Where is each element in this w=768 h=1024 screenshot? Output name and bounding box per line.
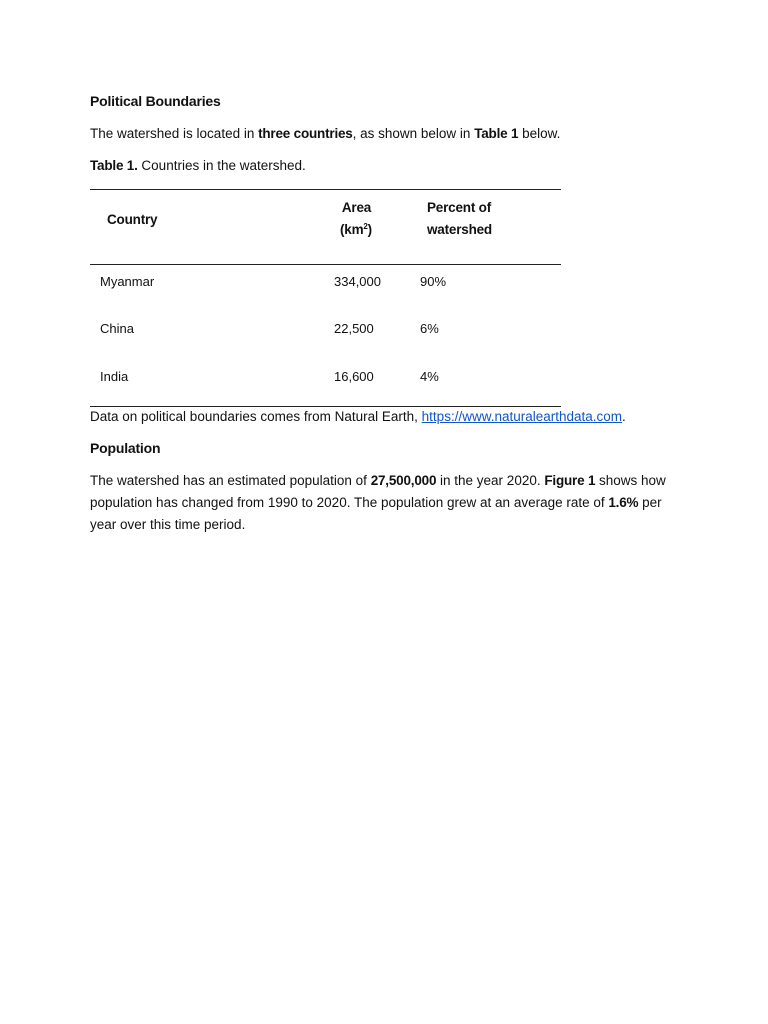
cell-area: 22,500 [334, 321, 374, 336]
source-text: Data on political boundaries comes from Natural Earth, [90, 409, 422, 424]
table-caption-text: Countries in the watershed. [137, 158, 306, 173]
pop-text-2: in the year 2020. [436, 473, 545, 488]
percent-header-line1: Percent of [427, 200, 492, 215]
table-caption [90, 155, 306, 177]
percent-header-line2: watershed [427, 222, 492, 237]
cell-country: China [100, 321, 134, 336]
intro-text-3: below. [518, 126, 561, 141]
cell-percent: 6% [420, 321, 439, 336]
area-header-line2 [340, 219, 372, 241]
pop-text-1: The watershed has an estimated population of [90, 473, 371, 488]
pop-text-4: per year over this time period. [90, 495, 662, 532]
column-header-country: Country [107, 212, 158, 227]
pop-bold-population: 27,500,000 [370, 473, 437, 488]
source-end: . [622, 409, 626, 424]
cell-percent: 4% [420, 369, 439, 384]
area-unit-superscript: 2 [363, 222, 368, 231]
intro-text-2: , as shown below in [352, 126, 475, 141]
section-heading-population: Population [90, 440, 161, 456]
source-note [90, 406, 626, 428]
pop-bold-figure-ref: Figure 1 [544, 473, 596, 488]
pop-bold-growth-rate: 1.6% [608, 495, 639, 510]
area-header-line1: Area [341, 200, 372, 215]
intro-bold-three-countries: three countries [258, 126, 353, 141]
column-header-area [341, 197, 372, 241]
intro-bold-table-ref: Table 1 [474, 126, 519, 141]
cell-country: Myanmar [100, 274, 155, 289]
natural-earth-link[interactable]: https://www.naturalearthdata.com [421, 409, 623, 424]
cell-area: 334,000 [334, 274, 381, 289]
political-intro-paragraph [90, 123, 560, 145]
section-heading-political-boundaries: Political Boundaries [90, 93, 221, 109]
population-paragraph [90, 470, 682, 536]
area-unit-suffix: ) [367, 222, 372, 237]
area-unit-prefix: (km [340, 222, 364, 237]
table-header-rule [90, 264, 561, 265]
column-header-percent [427, 197, 492, 241]
cell-area: 16,600 [334, 369, 374, 384]
pop-text-3: shows how population has changed from 1990 to 2020. The population grew at an average rate of [90, 473, 666, 510]
table-top-rule [90, 189, 561, 190]
cell-country: India [100, 369, 129, 384]
cell-percent: 90% [420, 274, 447, 289]
intro-text-1: The watershed is located in [90, 126, 259, 141]
table-caption-label: Table 1. [90, 158, 138, 173]
